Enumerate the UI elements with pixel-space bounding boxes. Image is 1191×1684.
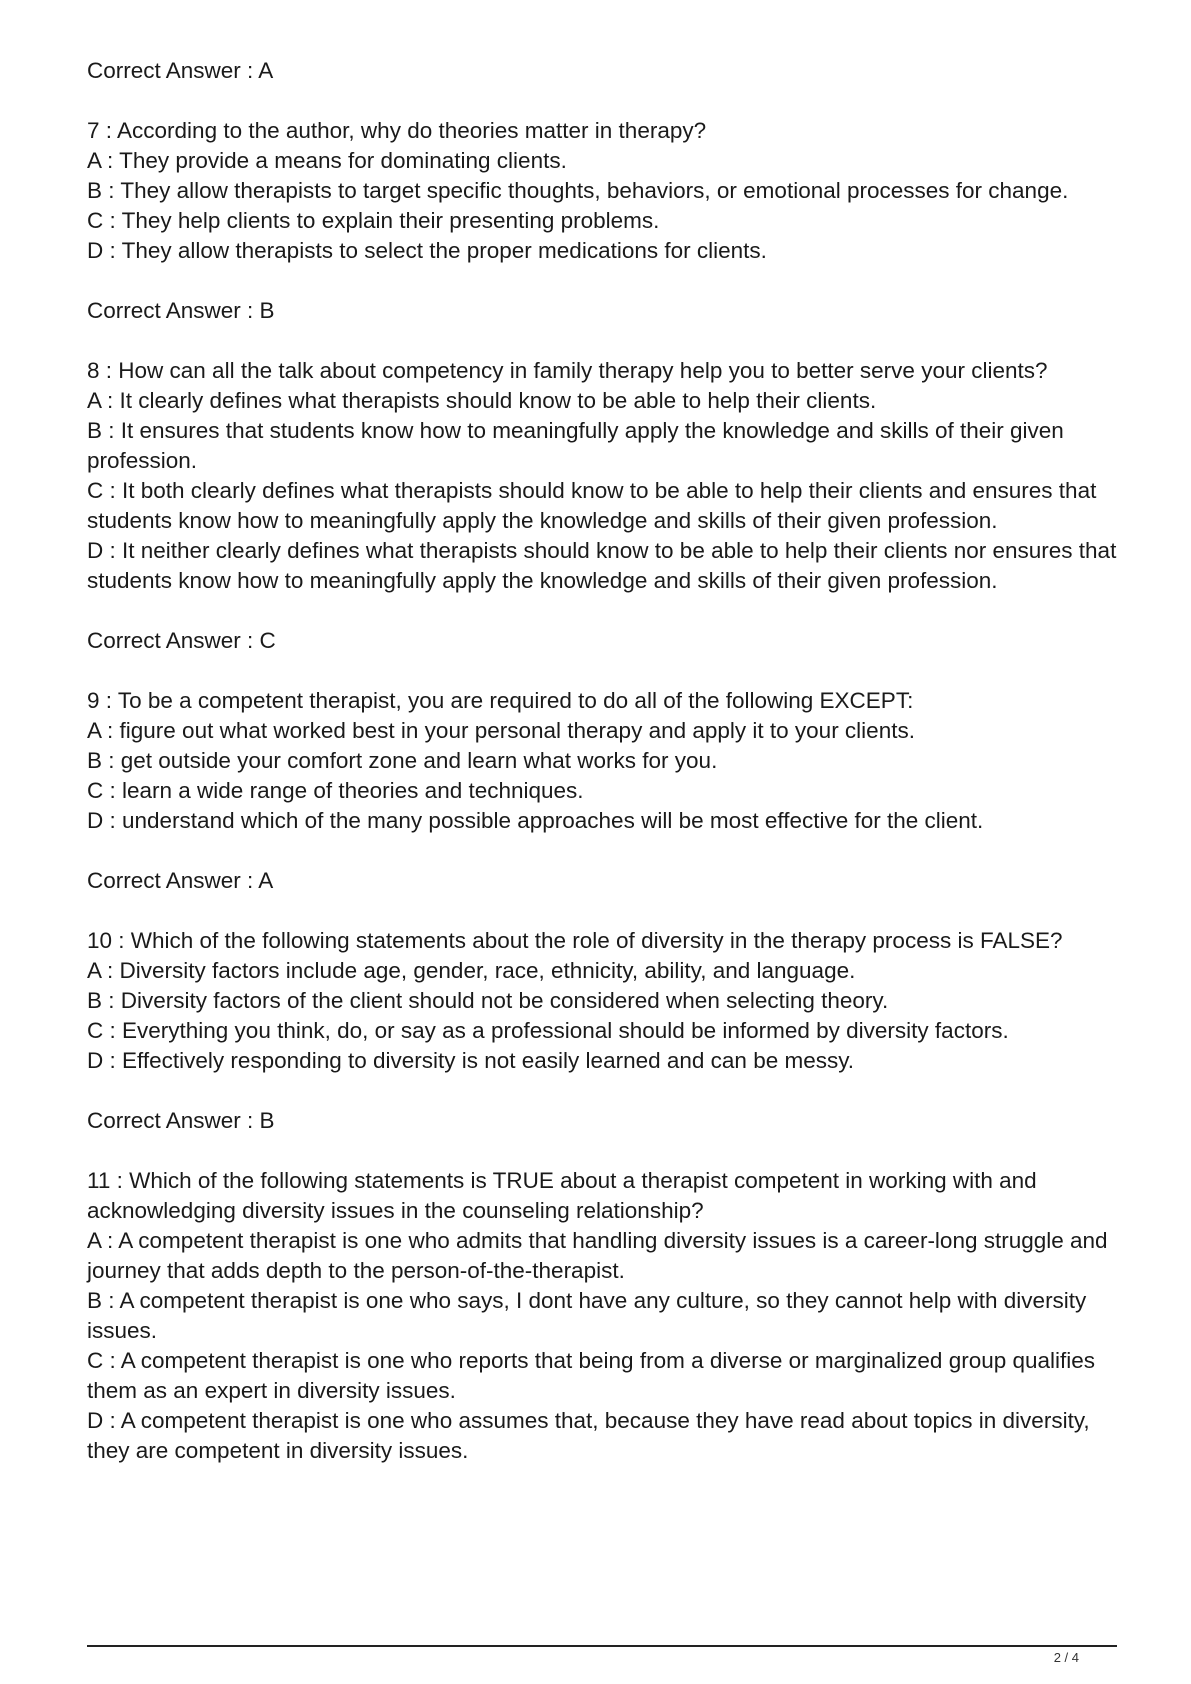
option-d: D : understand which of the many possible approaches will be most effective for the client.: [87, 808, 984, 833]
answer-block: [87, 626, 1117, 656]
option-a: A : figure out what worked best in your personal therapy and apply it to your clients.: [87, 718, 915, 743]
option-d: D : It neither clearly defines what therapists should know to be able to help their clients nor ensures that students know how to meaningfully apply the knowledge and skills of their given profession.: [87, 538, 1117, 593]
option-c: C : A competent therapist is one who reports that being from a diverse or marginalized group qualifies them as an expert in diversity issues.: [87, 1348, 1096, 1403]
option-b: B : get outside your comfort zone and learn what works for you.: [87, 748, 718, 773]
option-b: B : They allow therapists to target specific thoughts, behaviors, or emotional processes for change.: [87, 178, 1069, 203]
answer-block: [87, 296, 1117, 326]
option-b: B : It ensures that students know how to meaningfully apply the knowledge and skills of their given profession.: [87, 418, 1064, 473]
option-a: A : They provide a means for dominating clients.: [87, 148, 567, 173]
question-text: 7 : According to the author, why do theories matter in therapy?: [87, 118, 707, 143]
question-text: 8 : How can all the talk about competency in family therapy help you to better serve your clients?: [87, 358, 1048, 383]
correct-answer: Correct Answer : B: [87, 1108, 275, 1133]
correct-answer: Correct Answer : C: [87, 628, 276, 653]
question-text: 10 : Which of the following statements about the role of diversity in the therapy process is FALSE?: [87, 928, 1063, 953]
option-c: C : It both clearly defines what therapists should know to be able to help their clients and ensures that students know how to meaningfully apply the knowledge and skills of their given profession.: [87, 478, 1097, 533]
option-d: D : Effectively responding to diversity is not easily learned and can be messy.: [87, 1048, 855, 1073]
page-number: 2 / 4: [1053, 1650, 1079, 1665]
question-9: [87, 686, 1117, 836]
option-c: C : Everything you think, do, or say as a professional should be informed by diversity factors.: [87, 1018, 1009, 1043]
option-b: B : Diversity factors of the client should not be considered when selecting theory.: [87, 988, 889, 1013]
correct-answer: Correct Answer : A: [87, 58, 274, 83]
question-7: [87, 116, 1117, 266]
footer-divider: [87, 1645, 1117, 1647]
answer-block: [87, 866, 1117, 896]
option-d: D : A competent therapist is one who assumes that, because they have read about topics in diversity, they are competent in diversity issues.: [87, 1408, 1090, 1463]
question-8: [87, 356, 1117, 596]
correct-answer: Correct Answer : A: [87, 868, 274, 893]
option-a: A : It clearly defines what therapists should know to be able to help their clients.: [87, 388, 877, 413]
option-c: C : learn a wide range of theories and techniques.: [87, 778, 584, 803]
question-text: 9 : To be a competent therapist, you are required to do all of the following EXCEPT:: [87, 688, 914, 713]
option-a: A : A competent therapist is one who admits that handling diversity issues is a career-long struggle and journey that adds depth to the person-of-the-therapist.: [87, 1228, 1108, 1283]
answer-block: [87, 1106, 1117, 1136]
question-text: 11 : Which of the following statements is TRUE about a therapist competent in working with and acknowledging diversity issues in the counseling relationship?: [87, 1168, 1037, 1223]
question-10: [87, 926, 1117, 1076]
option-c: C : They help clients to explain their presenting problems.: [87, 208, 660, 233]
option-a: A : Diversity factors include age, gender, race, ethnicity, ability, and language.: [87, 958, 856, 983]
option-b: B : A competent therapist is one who says, I dont have any culture, so they cannot help with diversity issues.: [87, 1288, 1087, 1343]
option-d: D : They allow therapists to select the proper medications for clients.: [87, 238, 767, 263]
correct-answer: Correct Answer : B: [87, 298, 275, 323]
question-11: [87, 1166, 1117, 1466]
document-content: [87, 56, 1117, 1466]
